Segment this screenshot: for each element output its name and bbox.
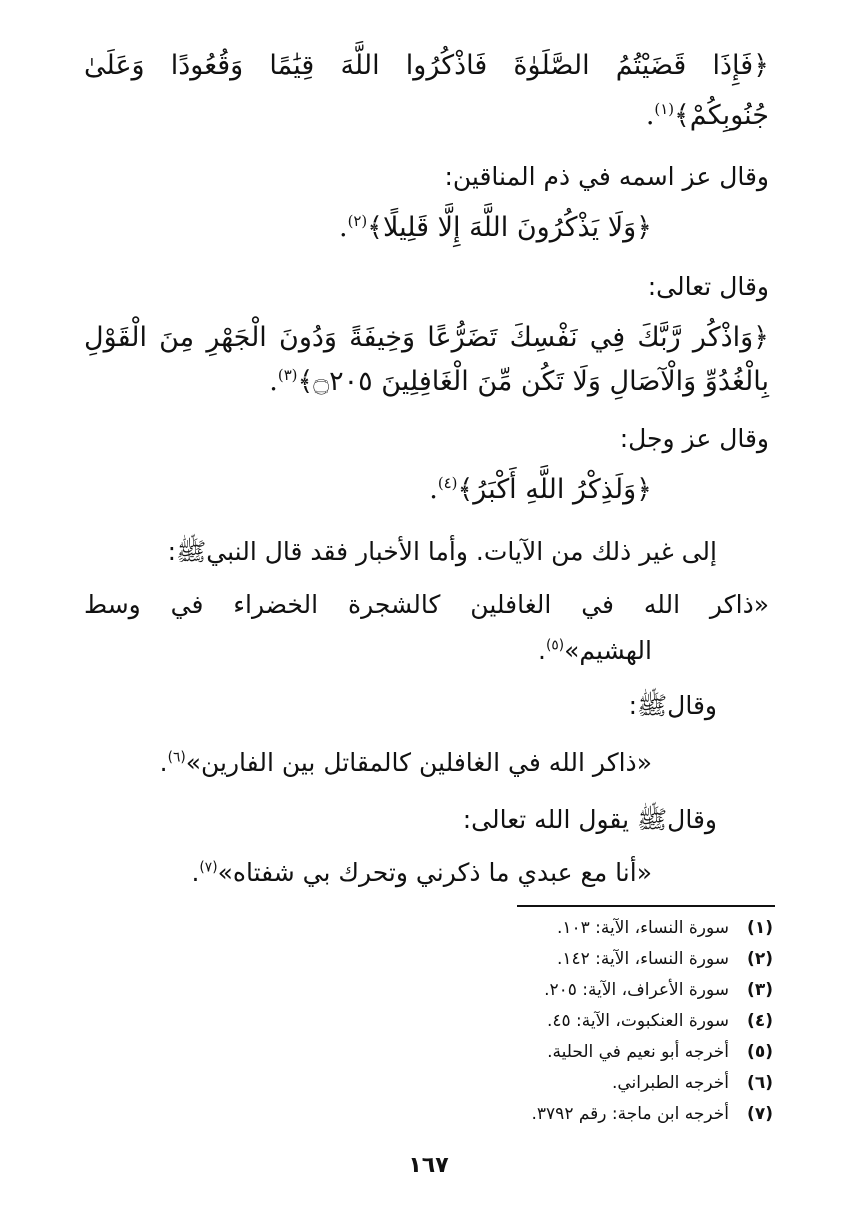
hadith-1-text: «ذاكر الله في الغافلين كالشجرة الخضراء في وسط bbox=[84, 590, 769, 619]
footnote-5 bbox=[547, 1042, 773, 1062]
period: . bbox=[645, 100, 655, 131]
footnote-ref-1[interactable]: (١) bbox=[654, 100, 674, 118]
verse-3-text: ﴿وَاذْكُر رَّبَّكَ فِي نَفْسِكَ تَضَرُّعًا وَخِيفَةً وَدُونَ الْجَهْرِ مِنَ الْقَوْلِ bbox=[84, 322, 769, 353]
verse-2-line bbox=[339, 212, 652, 243]
verse-3-end: بِالْغُدُوِّ وَالْآصَالِ وَلَا تَكُن مِّنَ الْغَافِلِينَ ۝٢٠٥﴾ bbox=[297, 366, 769, 397]
footnote-4 bbox=[547, 1011, 773, 1031]
footnote-7 bbox=[532, 1104, 773, 1124]
verse-4-intro bbox=[620, 424, 769, 453]
footnote-number: (٧) bbox=[747, 1104, 773, 1124]
verse-2-intro bbox=[444, 162, 769, 191]
intro-text: وقال عز وجل: bbox=[619, 424, 769, 453]
hadith-intro bbox=[168, 536, 717, 573]
footnote-text: أخرجه ابن ماجة: رقم ٣٧٩٢. bbox=[531, 1104, 729, 1124]
footnote-number: (٦) bbox=[747, 1073, 773, 1093]
footnote-ref-4[interactable]: (٤) bbox=[437, 474, 458, 492]
intro-text: وقال تعالى: bbox=[647, 272, 769, 301]
period: . bbox=[159, 748, 168, 777]
footnote-ref-6[interactable]: (٦) bbox=[167, 749, 186, 766]
verse-1-line-2 bbox=[646, 100, 769, 131]
hadith-3-text: «أنا مع عبدي ما ذكرني وتحرك بي شفتاه» bbox=[217, 858, 652, 887]
footnote-ref-5[interactable]: (٥) bbox=[545, 637, 565, 654]
footnote-3 bbox=[544, 980, 773, 1000]
page-number: ١٦٧ bbox=[408, 1153, 449, 1178]
footnote-number: (٤) bbox=[747, 1011, 773, 1031]
verse-2-text: ﴿وَلَا يَذْكُرُونَ اللَّهَ إِلَّا قَلِيلًا﴾ bbox=[367, 212, 652, 243]
intro-text: وقالﷺ يقول الله تعالى: bbox=[462, 805, 717, 834]
footnote-number: (٥) bbox=[747, 1042, 773, 1062]
footnote-text: سورة النساء، الآية: ١٠٣. bbox=[556, 918, 729, 938]
footnote-number: (١) bbox=[747, 918, 773, 938]
hadith-3-intro bbox=[463, 804, 717, 841]
verse-3-line-1 bbox=[84, 322, 769, 353]
footnote-2 bbox=[557, 949, 773, 969]
period: . bbox=[429, 474, 438, 505]
period: . bbox=[191, 858, 200, 887]
period: . bbox=[538, 636, 546, 665]
hadith-1-end: الهشيم» bbox=[564, 636, 652, 665]
period: . bbox=[269, 366, 278, 397]
hadith-2-line bbox=[160, 748, 652, 777]
footnote-ref-7[interactable]: (٧) bbox=[199, 859, 218, 876]
verse-1-end: جُنُوبِكُمْ﴾ bbox=[673, 100, 769, 131]
hadith-3-line bbox=[191, 858, 652, 887]
footnote-number: (٣) bbox=[747, 980, 773, 1000]
footnote-ref-3[interactable]: (٣) bbox=[277, 366, 298, 384]
footnote-text: أخرجه أبو نعيم في الحلية. bbox=[547, 1042, 729, 1062]
verse-4-text: ﴿وَلَذِكْرُ اللَّهِ أَكْبَرُ﴾ bbox=[457, 474, 652, 505]
hadith-1-line-2 bbox=[538, 636, 652, 665]
footnote-text: أخرجه الطبراني. bbox=[611, 1073, 729, 1093]
verse-1-text: ﴿فَإِذَا قَضَيْتُمُ الصَّلَوٰةَ فَاذْكُرُوا اللَّهَ قِيَٰمًا وَقُعُودًا وَعَلَىٰ bbox=[84, 50, 769, 81]
hadith-2-text: «ذاكر الله في الغافلين كالمقاتل بين الفارين» bbox=[185, 748, 652, 777]
footnote-1 bbox=[557, 918, 773, 938]
verse-1-line-1 bbox=[84, 50, 769, 81]
intro-text: وقال عز اسمه في ذم المناقين: bbox=[444, 162, 769, 191]
verse-3-intro bbox=[648, 272, 769, 301]
verse-4-line bbox=[429, 474, 652, 505]
footnote-ref-2[interactable]: (٢) bbox=[347, 212, 368, 230]
footnote-text: سورة النساء، الآية: ١٤٢. bbox=[556, 949, 729, 969]
intro-text: وقالﷺ: bbox=[628, 691, 717, 720]
footnote-text: سورة العنكبوت، الآية: ٤٥. bbox=[546, 1011, 729, 1031]
period: . bbox=[338, 212, 348, 243]
intro-text: إلى غير ذلك من الآيات. وأما الأخبار فقد قال النبيﷺ: bbox=[167, 537, 717, 566]
footnote-text: سورة الأعراف، الآية: ٢٠٥. bbox=[544, 980, 729, 1000]
hadith-2-intro bbox=[629, 690, 717, 727]
verse-3-line-2 bbox=[269, 366, 769, 397]
footnote-number: (٢) bbox=[747, 949, 773, 969]
footnote-6 bbox=[612, 1073, 773, 1093]
footnote-divider bbox=[517, 905, 775, 907]
hadith-1-line-1 bbox=[84, 590, 769, 619]
